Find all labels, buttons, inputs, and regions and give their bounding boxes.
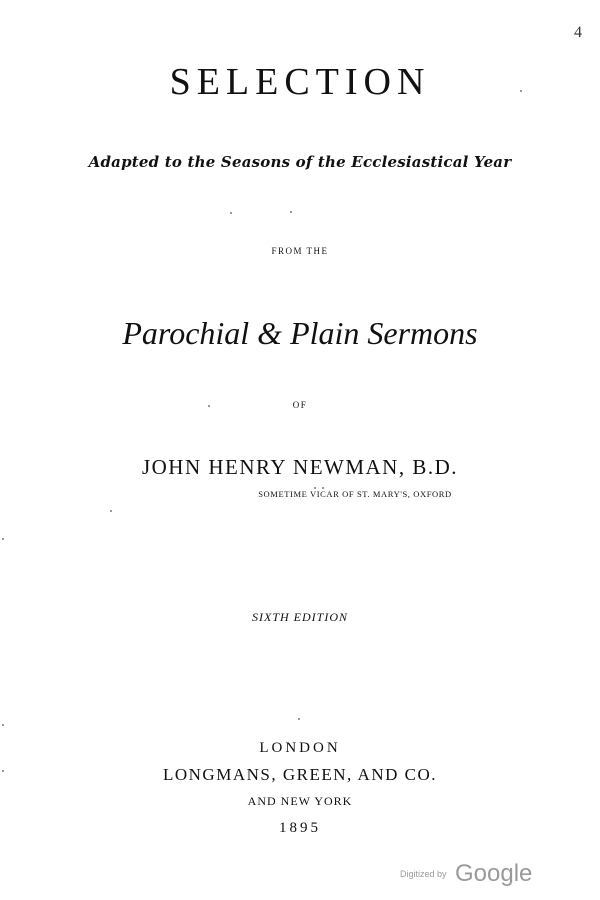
from-the-label: FROM THE (271, 246, 329, 256)
scan-speck (298, 718, 300, 720)
watermark-prefix: Digitized by (400, 869, 447, 879)
imprint-place-secondary: AND NEW YORK (247, 794, 353, 808)
scan-speck (322, 487, 324, 489)
imprint-place: LONDON (259, 740, 341, 756)
corner-mark: 4 (574, 24, 582, 41)
scan-speck (208, 405, 210, 407)
scan-speck (290, 211, 292, 213)
sermons-title: Parochial & Plain Sermons (122, 315, 478, 351)
scan-speck (2, 724, 4, 726)
scan-speck (520, 90, 522, 92)
scan-speck (230, 212, 232, 214)
of-label: OF (292, 400, 308, 410)
imprint-year: 1895 (279, 820, 321, 836)
google-logo: Google (454, 860, 533, 887)
book-title-heading: SELECTION (169, 61, 431, 103)
scan-speck (2, 538, 4, 540)
edition-label: SIXTH EDITION (252, 610, 348, 624)
digitized-watermark (400, 860, 532, 888)
scan-speck (314, 487, 316, 489)
scan-speck (2, 770, 4, 772)
author-role: SOMETIME VICAR OF ST. MARY'S, OXFORD (258, 489, 452, 499)
scan-speck (110, 510, 112, 512)
subtitle: Adapted to the Seasons of the Ecclesiastical Year (88, 153, 512, 171)
author-name: JOHN HENRY NEWMAN, B.D. (141, 455, 459, 479)
imprint-publisher: LONGMANS, GREEN, AND CO. (162, 765, 437, 784)
